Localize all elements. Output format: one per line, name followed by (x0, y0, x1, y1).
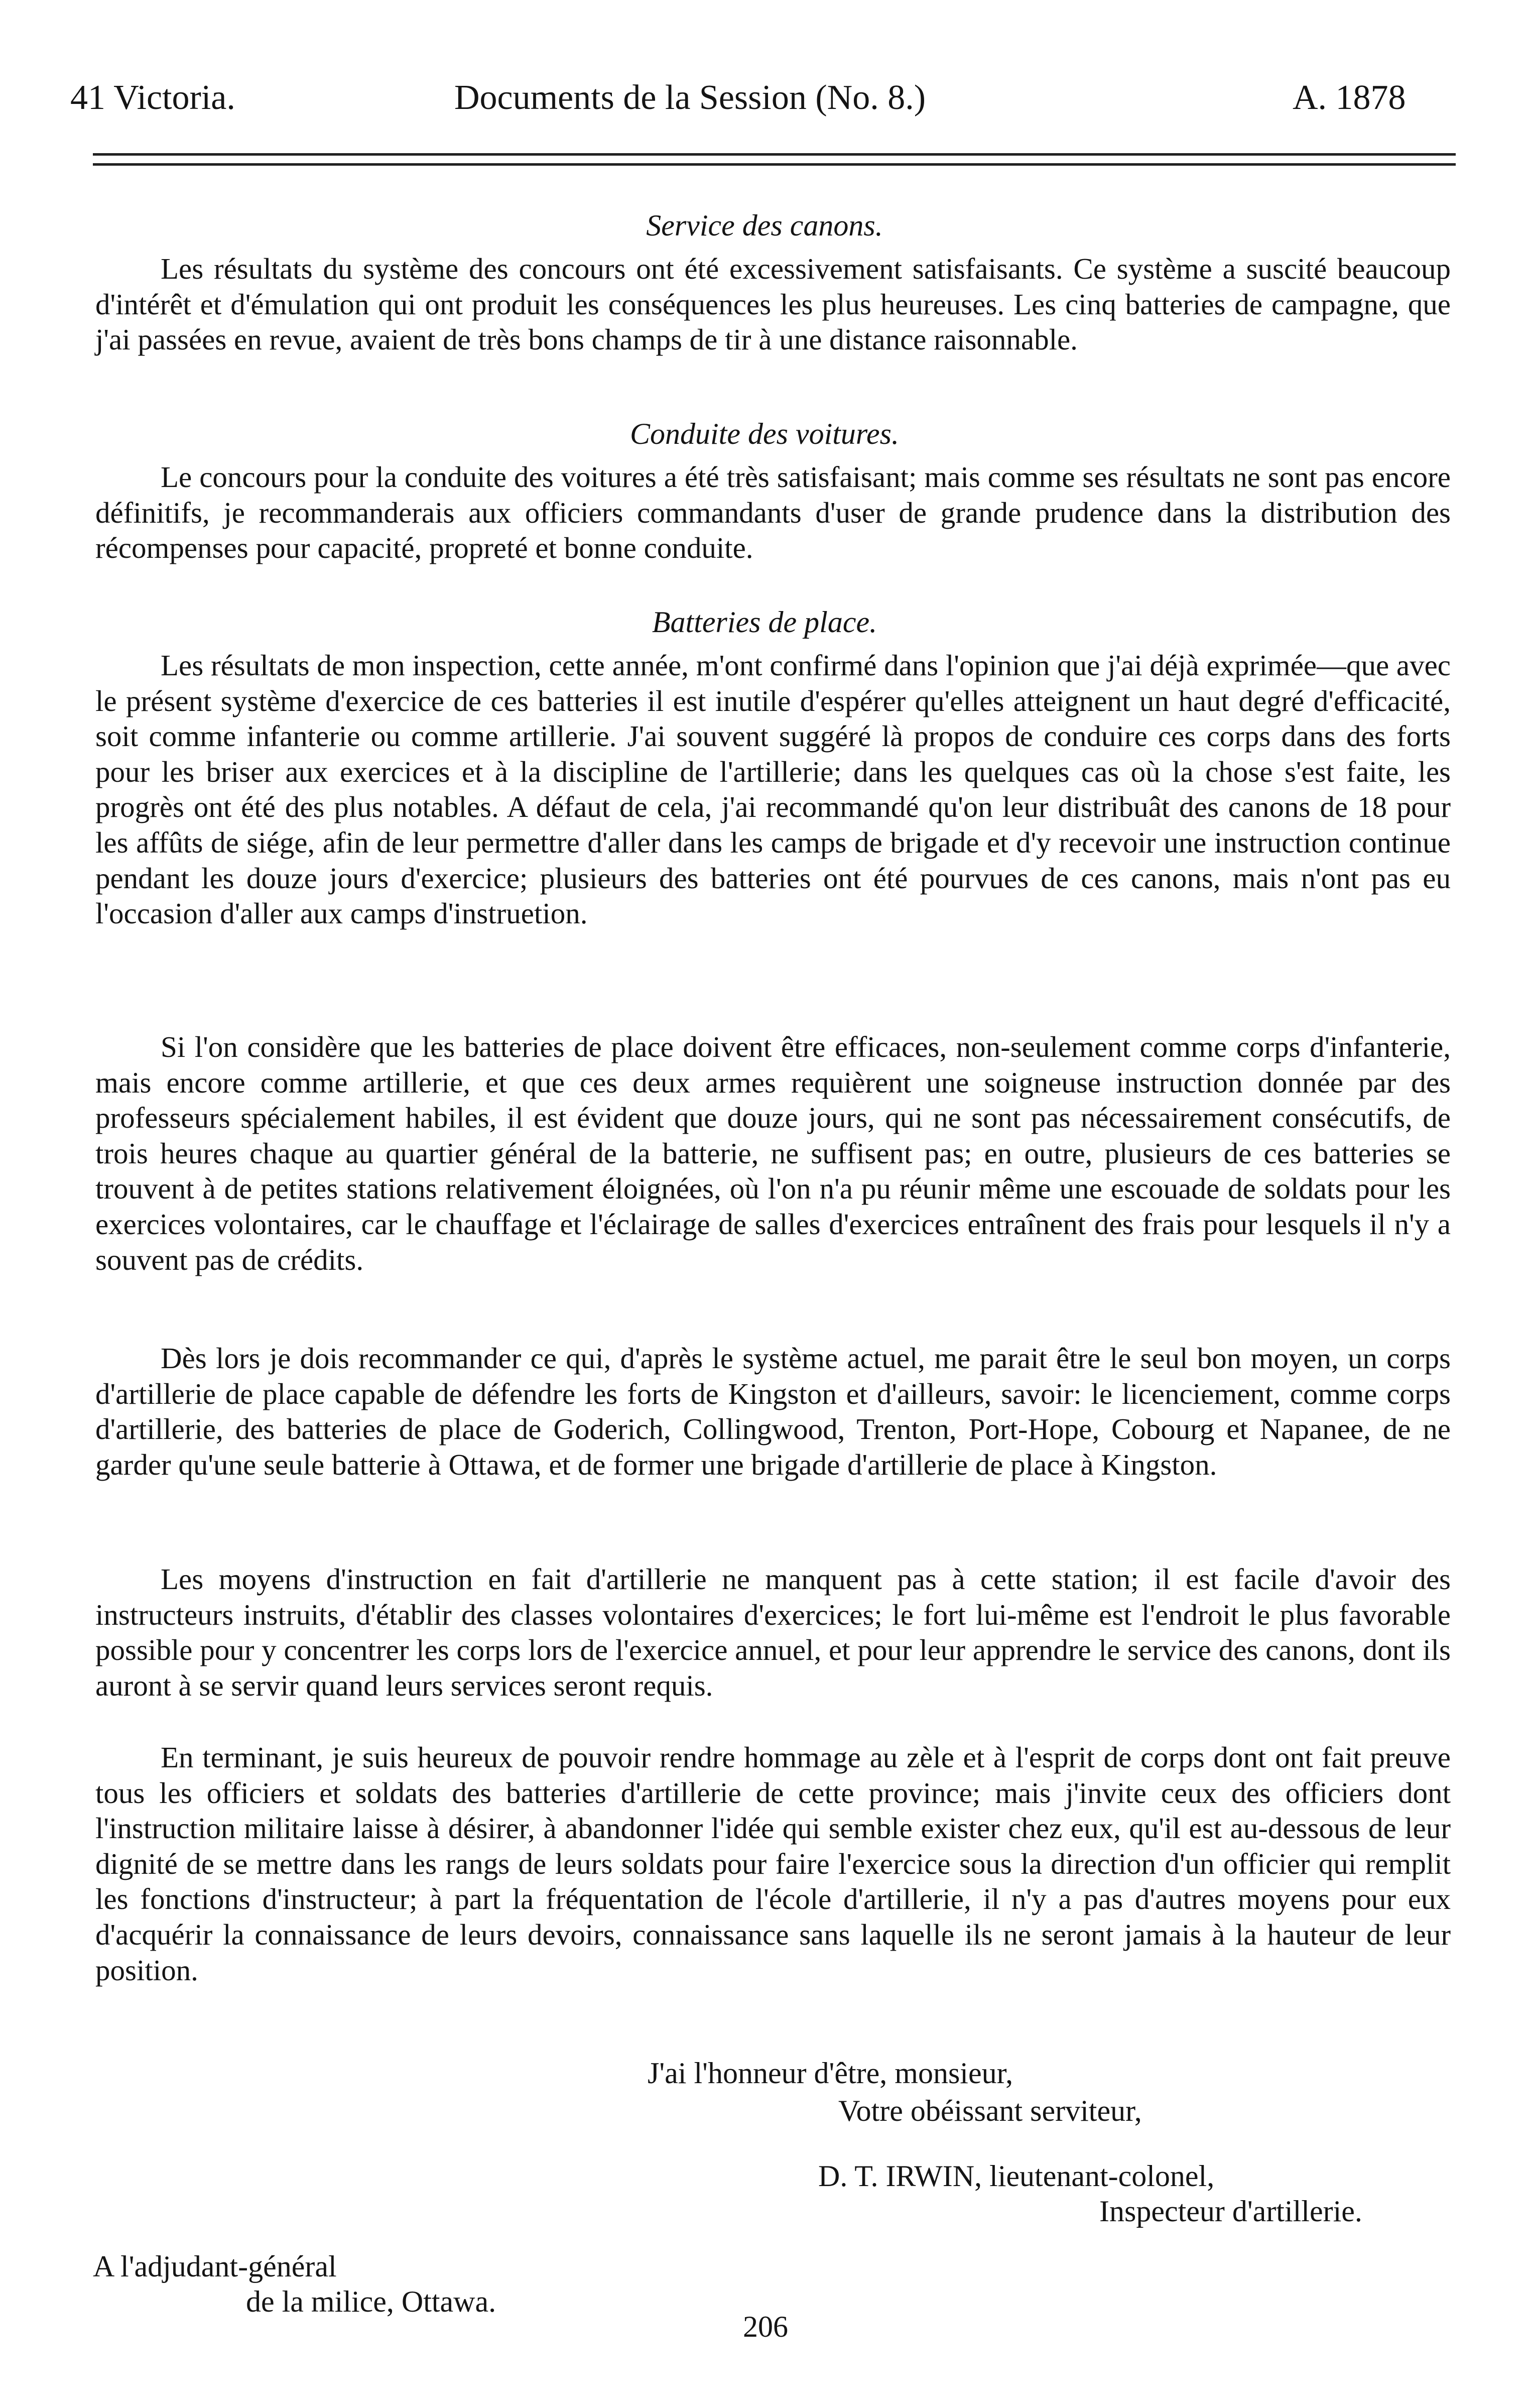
section-title-batteries-place: Batteries de place. (652, 606, 877, 639)
section-title-conduite-voitures: Conduite des voitures. (629, 417, 900, 450)
signature-title: Inspecteur d'artillerie. (1099, 2195, 1362, 2228)
header-title: Documents de la Session (No. 8.) (454, 78, 926, 117)
paragraph: Le concours pour la conduite des voitures a été très satisfaisant; mais comme ses résultats ne sont pas encore définitifs, je recommanderais aux officiers commandants d'user de grande prudence dans la distribution des récompenses pour capacité, propreté et bonne conduite. (95, 460, 1451, 565)
header-rule-bottom (93, 163, 1456, 166)
paragraph: En terminant, je suis heureux de pouvoir rendre hommage au zèle et à l'esprit de corps dont ont fait preuve tous les officiers et soldats des batteries d'artillerie de cette province; mais j'invite ceux des officiers dont l'instruction militaire laisse à désirer, à abandonner l'idée qui semble exister chez eux, qu'il est au-dessous de leur dignité de se mettre dans les rangs de leurs soldats pour faire l'exercice sous la direction d'un officier qui remplit les fonctions d'instructeur; à part la fréquentation de l'école d'artillerie, il n'y a pas d'autres moyens pour eux d'acquérir la connaissance de leurs devoirs, connaissance sans laquelle ils ne seront jamais à la hauteur de leur position. (95, 1741, 1451, 1987)
addressee-line-2: de la milice, Ottawa. (246, 2285, 496, 2318)
paragraph: Si l'on considère que les batteries de place doivent être efficaces, non-seulement comme corps d'infanterie, mais encore comme artillerie, et que ces deux armes requièrent une soigneuse instruction donnée par des professeurs spécialement habiles, il est évident que douze jours, qui ne sont pas nécessairement consécutifs, de trois heures chaque au quartier général de la batterie, ne suffisent pas; en outre, plusieurs de ces batteries se trouvent à de petites stations relativement éloignées, où l'on n'a pu réunir même une escouade de soldats pour les exercices volontaires, car le chauffage et l'éclairage de salles d'exercices entraînent des frais pour lesquels il n'y a souvent pas de crédits. (95, 1030, 1451, 1276)
closing-salutation: J'ai l'honneur d'être, monsieur, (648, 2057, 1013, 2090)
section-title-service-canons: Service des canons. (646, 209, 883, 242)
paragraph: Dès lors je dois recommander ce qui, d'après le système actuel, me parait être le seul bon moyen, un corps d'artillerie de place capable de défendre les forts de Kingston et d'ailleurs, savoir: le licenciement, comme corps d'artillerie, des batteries de place de Goderich, Collingwood, Trenton, Port-Hope, Cobourg et Napanee, de ne garder qu'une seule batterie à Ottawa, et de former une brigade d'artillerie de place à Kingston. (95, 1342, 1451, 1481)
paragraph: Les moyens d'instruction en fait d'artillerie ne manquent pas à cette station; il est facile d'avoir des instructeurs instruits, d'établir des classes volontaires d'exercices; le fort lui-même est l'endroit le plus favorable possible pour y concentrer les corps lors de l'exercice annuel, et pour leur apprendre le service des canons, dont ils auront à se servir quand leurs services seront requis. (95, 1562, 1451, 1702)
paragraph: Les résultats de mon inspection, cette année, m'ont confirmé dans l'opinion que j'ai déjà exprimée—que avec le présent système d'exercice de ces batteries il est inutile d'espérer qu'elles atteignent un haut degré d'efficacité, soit comme infanterie ou comme artillerie. J'ai souvent suggéré là propos de conduire ces corps dans des forts pour les briser aux exercices et à la discipline de l'artillerie; dans les quelques cas où la chose s'est faite, les progrès ont été des plus notables. A défaut de cela, j'ai recommandé qu'on leur distribuât des canons de 18 pour les affûts de siége, afin de leur permettre d'aller dans les camps de brigade et d'y recevoir une instruction continue pendant les douze jours d'exercice; plusieurs des batteries ont été pourvues de ces canons, mais n'ont pas eu l'occasion d'aller aux camps d'instruetion. (95, 649, 1451, 930)
header-session: 41 Victoria. (70, 78, 235, 117)
closing-servant: Votre obéissant serviteur, (838, 2094, 1142, 2127)
header-year: A. 1878 (1293, 78, 1406, 117)
addressee-line-1: A l'adjudant-général (93, 2250, 337, 2283)
page-number: 206 (743, 2310, 788, 2343)
header-rule-top (93, 153, 1456, 156)
paragraph: Les résultats du système des concours ont été excessivement satisfaisants. Ce système a suscité beaucoup d'intérêt et d'émulation qui ont produit les conséquences les plus heureuses. Les cinq batteries de campagne, que j'ai passées en revue, avaient de très bons champs de tir à une distance raisonnable. (95, 252, 1451, 356)
signature-name: D. T. IRWIN, lieutenant-colonel, (818, 2159, 1215, 2193)
